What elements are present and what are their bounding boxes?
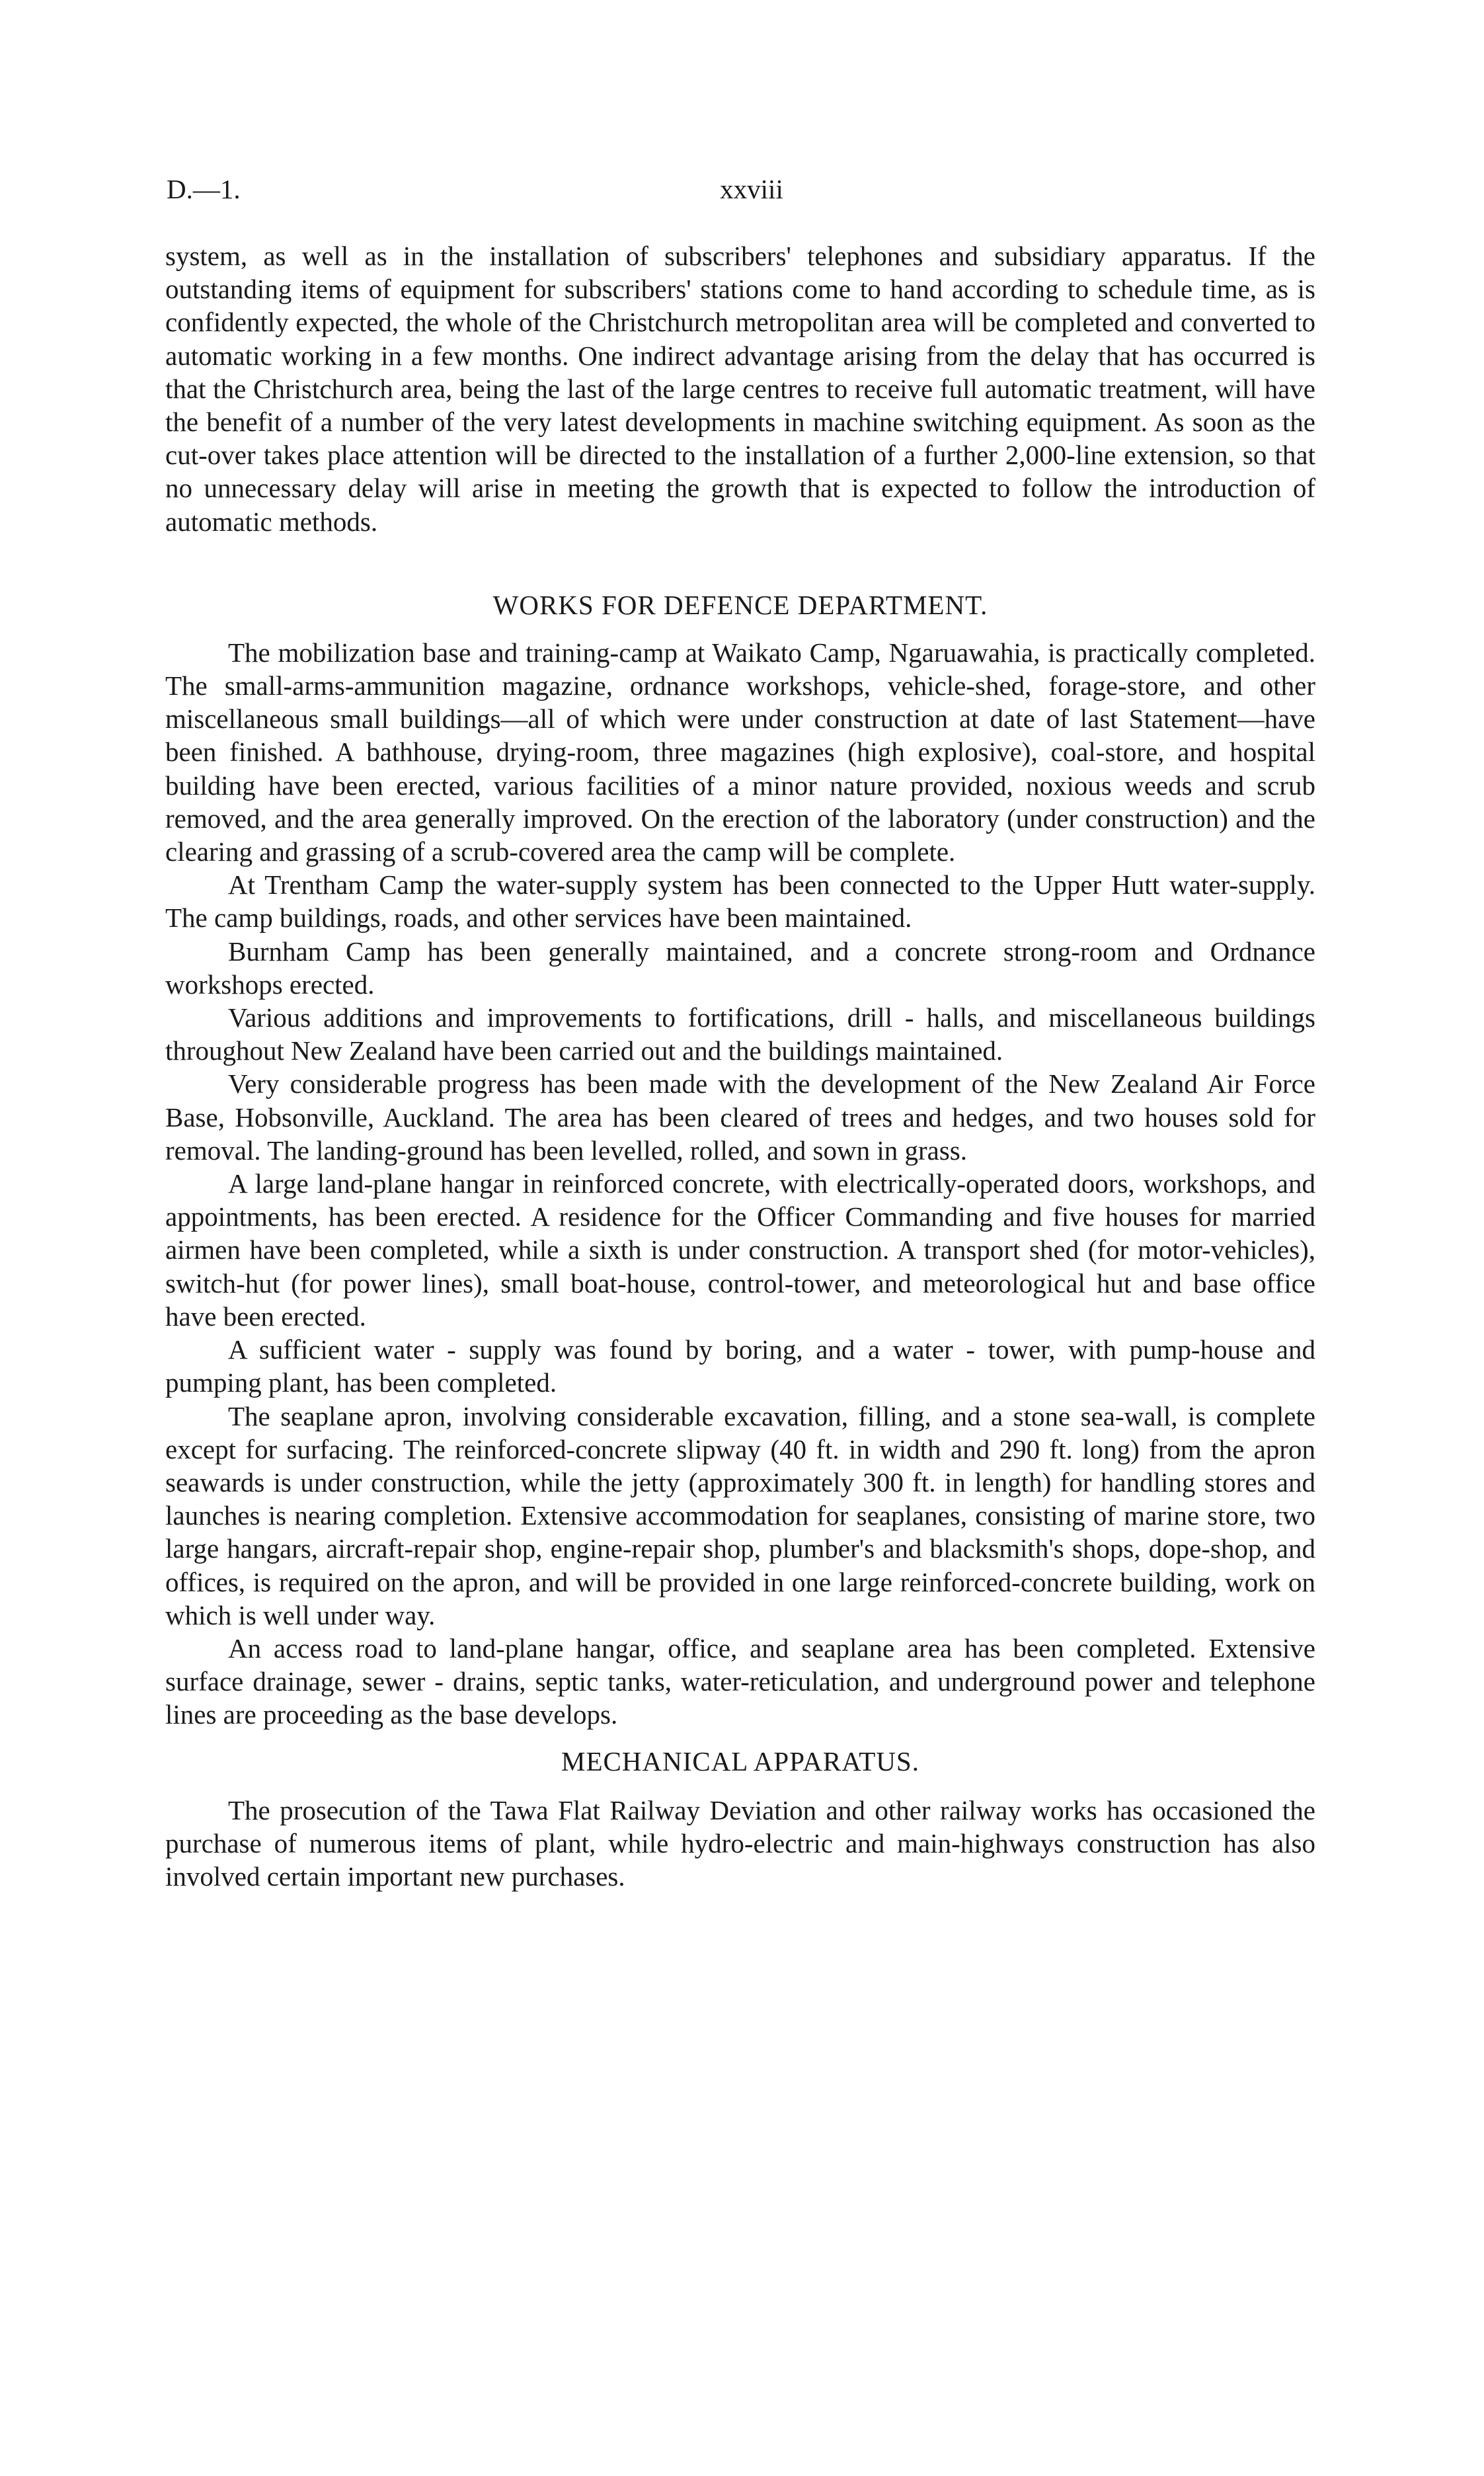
defence-paragraph-water-supply: A sufficient water - supply was found by boring, and a water - tower, with pump-house and pumping plant, has been completed. xyxy=(165,1334,1315,1398)
section-heading-defence: WORKS FOR DEFENCE DEPARTMENT. xyxy=(492,589,988,620)
section-heading-mechanical: MECHANICAL APPARATUS. xyxy=(561,1745,919,1777)
document-reference: D.—1. xyxy=(167,174,241,204)
defence-paragraph-hangar: A large land-plane hangar in reinforced concrete, with electrically-operated doors, workshops, and appointments, has been erected. A residence for the Officer Commanding and five houses for married airmen have been completed, while a sixth is under construction. A transport shed (for motor-vehicles), switch-hut (for power lines), small boat-house, control-tower, and meteorological hut and base office have been erected. xyxy=(165,1168,1315,1332)
defence-section xyxy=(165,636,1315,1732)
defence-paragraph-fortifications: Various additions and improvements to fortifications, drill - halls, and miscellaneous buildings throughout New Zealand have been carried out and the buildings maintained. xyxy=(165,1002,1315,1066)
continued-paragraph: system, as well as in the installation of subscribers' telephones and subsidiary apparatus. If the outstanding items of equipment for subscribers' stations come to hand according to schedule time, as is confidently expected, the whole of the Christchurch metropolitan area will be completed and converted to automatic working in a few months. One indirect advantage arising from the delay that has occurred is that the Christchurch area, being the last of the large centres to receive full automatic treatment, will have the benefit of a number of the very latest developments in machine switching equipment. As soon as the cut-over takes place attention will be directed to the installation of a further 2,000-line extension, so that no unnecessary delay will arise in meeting the growth that is expected to follow the introduction of automatic methods. xyxy=(165,241,1315,537)
mechanical-paragraph: The prosecution of the Tawa Flat Railway Deviation and other railway works has occasioned the purchase of numerous items of plant, while hydro-electric and main-highways construction has also involved certain important new purchases. xyxy=(165,1794,1315,1892)
defence-paragraph-access-road: An access road to land-plane hangar, office, and seaplane area has been completed. Extensive surface drainage, sewer - drains, septic tanks, water-reticulation, and underground power and telephone lines are proceeding as the base develops. xyxy=(165,1632,1315,1730)
page-header xyxy=(167,173,1317,213)
defence-paragraph-seaplane: The seaplane apron, involving considerable excavation, filling, and a stone sea-wall, is complete except for surfacing. The reinforced-concrete slipway (40 ft. in width and 290 ft. long) from the apron seawards is under construction, while the jetty (approximately 300 ft. in length) for handling stores and launches is nearing completion. Extensive accommodation for seaplanes, consisting of marine store, two large hangars, aircraft-repair shop, engine-repair shop, plumber's and blacksmith's shops, dope-shop, and offices, is required on the apron, and will be provided in one large reinforced-concrete building, work on which is well under way. xyxy=(165,1400,1315,1630)
defence-paragraph-trentham: At Trentham Camp the water-supply system has been connected to the Upper Hutt water-supply. The camp buildings, roads, and other services have been maintained. xyxy=(165,869,1315,934)
defence-paragraph-burnham: Burnham Camp has been generally maintained, and a concrete strong-room and Ordnance workshops erected. xyxy=(165,936,1315,1000)
defence-paragraph-waikato: The mobilization base and training-camp at Waikato Camp, Ngaruawahia, is practically completed. The small-arms-ammunition magazine, ordnance workshops, vehicle-shed, forage-store, and other miscellaneous small buildings—all of which were under construction at date of last Statement—have been finished. A bathhouse, drying-room, three magazines (high explosive), coal-store, and hospital building have been erected, various facilities of a minor nature provided, noxious weeds and scrub removed, and the area generally improved. On the erection of the laboratory (under construction) and the clearing and grassing of a scrub-covered area the camp will be complete. xyxy=(165,637,1315,867)
defence-paragraph-hobsonville: Very considerable progress has been made with the development of the New Zealand Air Force Base, Hobsonville, Auckland. The area has been cleared of trees and hedges, and two houses sold for removal. The landing-ground has been levelled, rolled, and sown in grass. xyxy=(165,1068,1315,1166)
page-body xyxy=(165,239,1315,1893)
mechanical-section xyxy=(165,1794,1315,1894)
page-number: xxviii xyxy=(720,174,783,204)
